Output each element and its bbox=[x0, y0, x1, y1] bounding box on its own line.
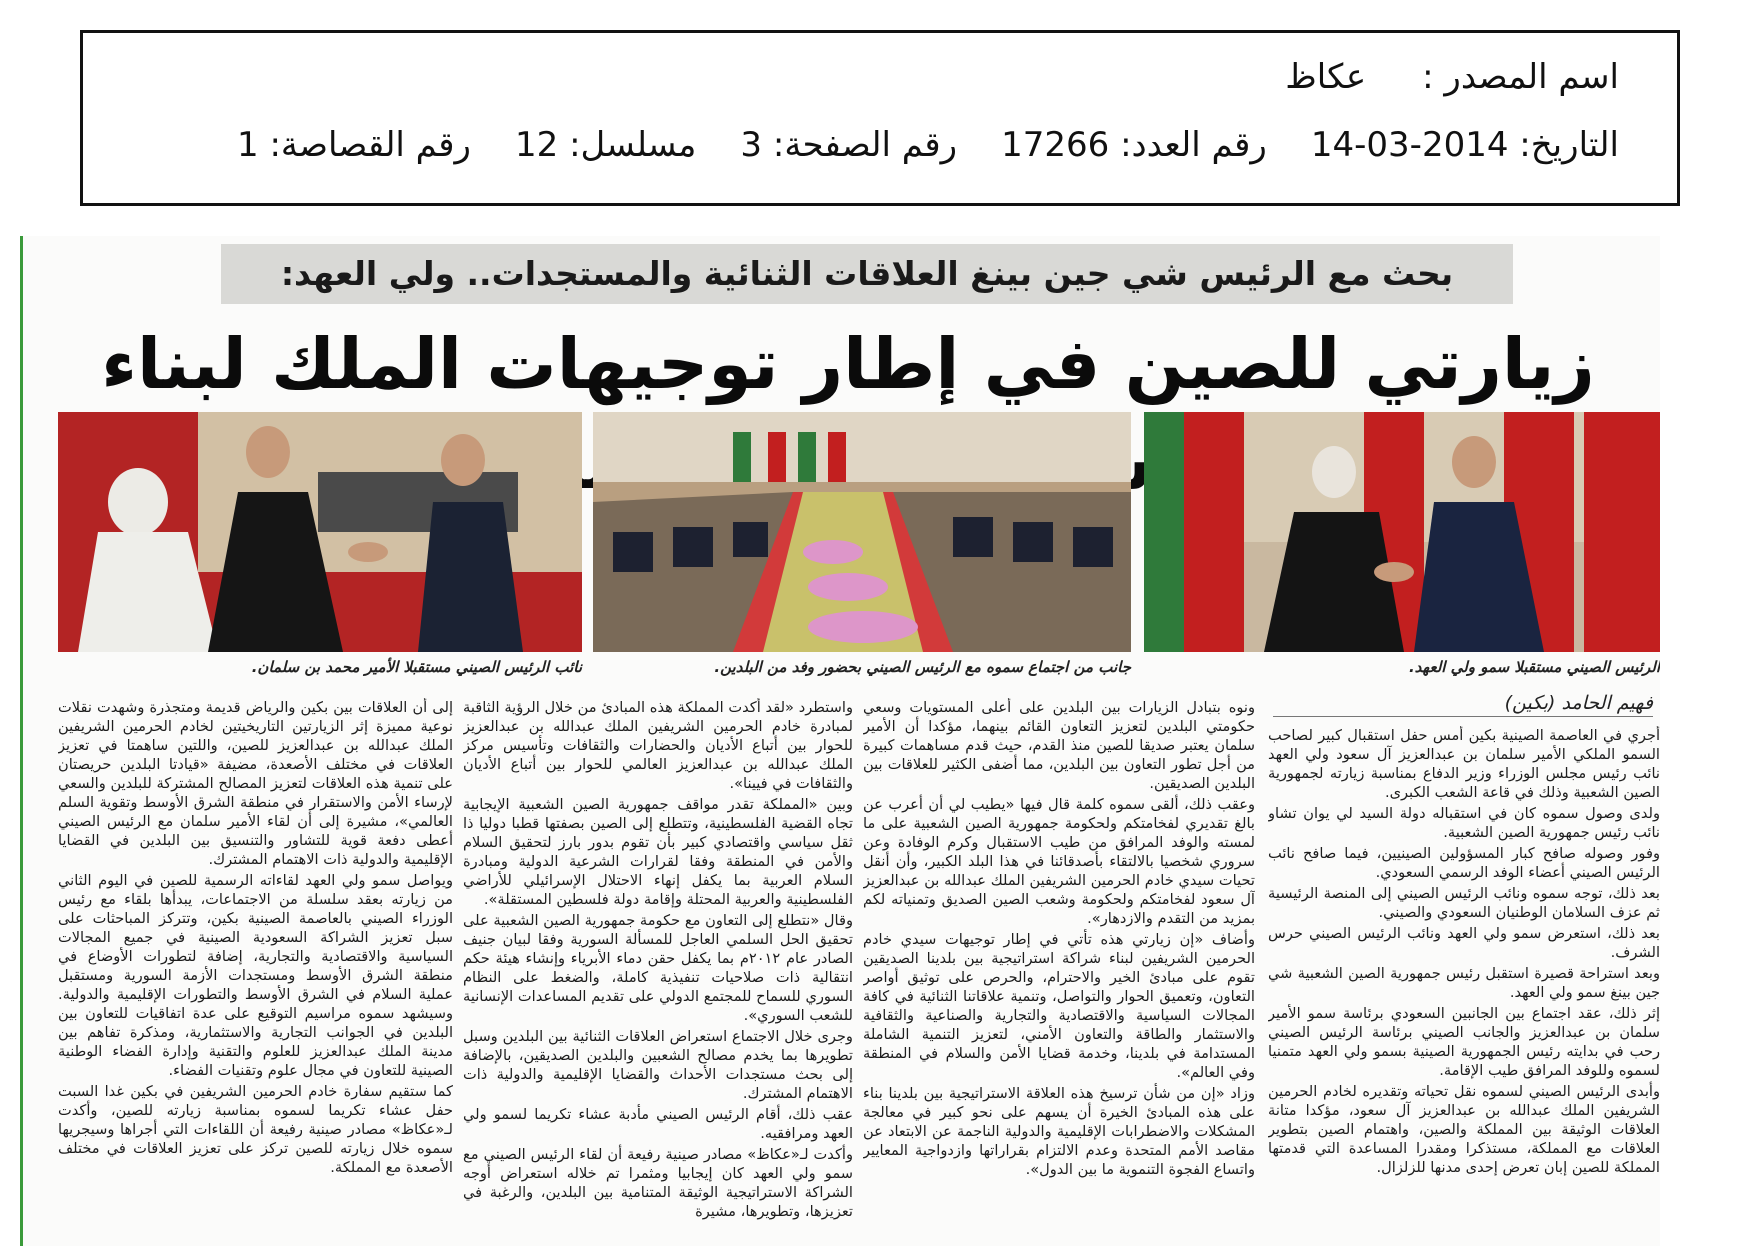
page-field bbox=[740, 125, 957, 165]
article-byline: فهيم الحامد (بكين) bbox=[1273, 692, 1653, 717]
article-column bbox=[1268, 726, 1660, 1236]
paragraph: وقال «نتطلع إلى التعاون مع حكومة جمهورية الصين الشعبية على تحقيق الحل السلمي العاجل للمسألة السورية وفقا لبيان جنيف الصادر عام ٢٠١٢م بما يكفل حقن دماء الأبرياء وإنشاء هيئة حكم انتقالية ذات صلاحيات تنفيذية كاملة، والضغط على النظام السوري للسماح للمجتمع الدولي على تقديم المساعدات الإنسانية للشعب السوري». bbox=[463, 912, 853, 1024]
date-value: 2014-03-14 bbox=[1310, 125, 1509, 165]
paragraph: وعقب ذلك، ألقى سموه كلمة قال فيها «يطيب لي أن أعرب عن بالغ تقديري لفخامتكم ولحكومة جمهورية الصين الشعبية على ما لمسته والوفد المرافق من طيب الاستقبال وكرم الوفادة وعن سروري شخصيا بالالتقاء بأصدقائنا في هذا البلد الكبير، وأن أنقل تحيات سيدي خادم الحرمين الشريفين الملك عبدالله بن عبدالعزيز آل سعود لفخامتكم ولحكومة وشعب الصين الصديق وتمنياته لكم بمزيد من التقدم والازدهار». bbox=[863, 796, 1255, 927]
paragraph: ويواصل سمو ولي العهد لقاءاته الرسمية للصين في اليوم الثاني من زيارته بعقد سلسلة من الاجتماعات، يبدأها بلقاء مع رئيس الوزراء الصيني بالعاصمة الصينية بكين، وتتركز المباحثات على سبل تعزيز الشراكة السعودية الصينية في جميع المجالات السياسية والاقتصادية والتجارية، إضافة لتطورات الأوضاع في منطقة الشرق الأوسط ومستجدات الأزمة السورية ومستقبل عملية السلام في الشرق الأوسط والتطورات الإقليمية والدولية. وسيشهد سموه مراسيم التوقيع على عدة اتفاقيات للتعاون بين البلدين في الجوانب التجارية والاستثمارية، ومذكرة تفاهم بين مدينة الملك عبدالعزيز للعلوم والتقنية وإدارة الفضاء الوطنية الصينية للتعاون في مجال علوم وتقنيات الفضاء. bbox=[58, 872, 453, 1079]
paragraph: إثر ذلك، عقد اجتماع بين الجانبين السعودي برئاسة سمو الأمير سلمان بن عبدالعزيز والجانب الصيني برئاسة الرئيس الصيني رحب في بدايته رئيس الجمهورية الصينية بسمو ولي العهد متمنيا لسموه وللوفد المرافق طيب الإقامة. bbox=[1268, 1005, 1660, 1079]
source-row bbox=[1165, 57, 1619, 97]
issue-label: رقم العدد: bbox=[1120, 125, 1267, 165]
photo-vice-president-greeting bbox=[58, 412, 582, 652]
article-column bbox=[463, 698, 853, 1238]
article-column bbox=[58, 698, 453, 1238]
paragraph: واستطرد «لقد أكدت المملكة هذه المبادئ من خلال الرؤية الثاقبة لمبادرة خادم الحرمين الشريفين الملك عبدالله بن عبدالعزيز للحوار بين أتباع الأديان والحضارات والثقافات وتأسيس مركز الملك عبدالله بن عبدالعزيز العالمي للحوار بين أتباع الأديان والثقافات في فيينا». bbox=[463, 699, 853, 792]
paragraph: إلى أن العلاقات بين بكين والرياض قديمة ومتجذرة وشهدت نقلات نوعية مميزة إثر الزيارتين التاريخيتين لخادم الحرمين الشريفين الملك عبدالله بن عبدالعزيز للصين، واللتين ساهمتا في تعزيز العلاقات في مختلف الأصعدة، مضيفة «قيادتا البلدين حريصتان على تنمية هذه العلاقات لتعزيز المصالح المشتركة للبلدين والسعي لإرساء الأمن والاستقرار في منطقة الشرق الأوسط وتقوية السلم العالمي»، مشيرة إلى أن لقاء الأمير سلمان مع الرئيس الصيني أعطى دفعة قوية للتشاور والتنسيق بين البلدين في القضايا الإقليمية والدولية ذات الاهتمام المشترك. bbox=[58, 699, 453, 868]
source-info-box bbox=[80, 30, 1680, 206]
paragraph: ونوه بتبادل الزيارات بين البلدين على أعلى المستويات وسعي حكومتي البلدين لتعزيز التعاون القائم بينهما، مؤكدا أن الأمير سلمان يعتبر صديقا للصين منذ القدم، حيث قدم مساهمات كبيرة من أجل تطور التعاون بين البلدين، مما أضفى الكثير للعلاقات بين البلدين الصديقين. bbox=[863, 699, 1255, 792]
paragraph: بعد ذلك، توجه سموه ونائب الرئيس الصيني إلى المنصة الرئيسية ثم عزف السلامان الوطنيان السعودي والصيني. bbox=[1268, 885, 1660, 921]
article-kicker: بحث مع الرئيس شي جين بينغ العلاقات الثنائية والمستجدات.. ولي العهد: bbox=[221, 244, 1513, 304]
paragraph: وأكدت لـ«عكاظ» مصادر صينية رفيعة أن لقاء الرئيس الصيني مع سمو ولي العهد كان إيجابيا ومثمرا تم خلاله استعراض أوجه الشراكة الاستراتيجية الوثيقة المتنامية بين البلدين، والرغبة في تعزيزها، وتطويرها، مشيرة bbox=[463, 1146, 853, 1220]
issue-field bbox=[1001, 125, 1267, 165]
paragraph: وبعد استراحة قصيرة استقبل رئيس جمهورية الصين الشعبية شي جين بينغ سمو ولي العهد. bbox=[1268, 965, 1660, 1001]
newspaper-clipping bbox=[20, 236, 1660, 1246]
source-label: اسم المصدر : bbox=[1422, 57, 1619, 97]
article-headline: زيارتي للصين في إطار توجيهات الملك لبناء bbox=[101, 323, 1595, 405]
serial-label: مسلسل: bbox=[569, 125, 697, 165]
paragraph: وجرى خلال الاجتماع استعراض العلاقات الثنائية بين البلدين وسبل تطويرها بما يخدم مصالح الشعبين والبلدين الصديقين، بالإضافة إلى بحث مستجدات الأحداث والقضايا الإقليمية والدولية ذات الاهتمام المشترك. bbox=[463, 1028, 853, 1102]
paragraph: عقب ذلك، أقام الرئيس الصيني مأدبة عشاء تكريما لسمو ولي العهد ومرافقيه. bbox=[463, 1106, 853, 1142]
issue-value: 17266 bbox=[1001, 125, 1110, 165]
issue-row bbox=[193, 125, 1619, 165]
clip-value: 1 bbox=[237, 125, 259, 165]
paragraph: وأضاف «إن زيارتي هذه تأتي في إطار توجيهات سيدي خادم الحرمين الشريفين لبناء شراكة استراتيجية بين بلدينا الصديقين تقوم على مبادئ الخير والاحترام، والحرص على توثيق أواصر التعاون، وتعميق الحوار والتواصل، وتنمية علاقاتنا الثنائية في كافة المجالات السياسية والاقتصادية والتجارية والصناعية والثقافية والاستثمار والطاقة والتعاون الأمني، لتعزيز التنمية الشاملة المستدامة في بلدينا، وخدمة قضايا الأمن والسلام في المنطقة وفي العالم». bbox=[863, 931, 1255, 1081]
date-field bbox=[1311, 125, 1619, 165]
paragraph: كما ستقيم سفارة خادم الحرمين الشريفين في بكين غدا السبت حفل عشاء تكريما لسموه بمناسبة زيارته للصين، وأكدت لـ«عكاظ» مصادر صينية رفيعة أن اللقاءات التي أجراها وسيجريها سموه خلال زيارته للصين تركز على تعزيز العلاقات في مختلف الأصعدة مع المملكة. bbox=[58, 1083, 453, 1176]
serial-field bbox=[515, 125, 696, 165]
photo-meeting-delegations bbox=[593, 412, 1131, 652]
paragraph: وفور وصوله صافح كبار المسؤولين الصينيين، فيما صافح نائب الرئيس الصيني أعضاء الوفد الرسمي السعودي. bbox=[1268, 845, 1660, 881]
photo-caption: الرئيس الصيني مستقبلا سمو ولي العهد. bbox=[1408, 658, 1660, 676]
page-value: 3 bbox=[740, 125, 763, 165]
clip-field bbox=[237, 125, 471, 165]
photo-handshake-president bbox=[1144, 412, 1660, 652]
paragraph: أجري في العاصمة الصينية بكين أمس حفل استقبال كبير لصاحب السمو الملكي الأمير سلمان بن عبدالعزيز آل سعود ولي العهد نائب رئيس مجلس الوزراء وزير الدفاع بمناسبة زيارته لجمهورية الصين الشعبية وذلك في قاعة الشعب الكبرى. bbox=[1268, 727, 1660, 801]
paragraph: وبين «المملكة تقدر مواقف جمهورية الصين الشعبية الإيجابية تجاه القضية الفلسطينية، وتتطلع إلى الصين بصفتها قطبا دوليا ذا ثقل سياسي واقتصادي كبير بأن تقوم بدور بارز لتحقيق السلام والأمن في المنطقة وفقا لقرارات الشرعية الدولية ومبادرة السلام العربية بما يكفل إنهاء الاحتلال الإسرائيلي للأراضي الفلسطينية والعربية المحتلة وإقامة دولة فلسطين المستقلة». bbox=[463, 796, 853, 908]
paragraph: بعد ذلك، استعرض سمو ولي العهد ونائب الرئيس الصيني حرس الشرف. bbox=[1268, 925, 1660, 961]
page-label: رقم الصفحة: bbox=[772, 125, 958, 165]
article-column bbox=[863, 698, 1255, 1238]
date-label: التاريخ: bbox=[1519, 125, 1619, 165]
clip-label: رقم القصاصة: bbox=[269, 125, 471, 165]
paragraph: وزاد «إن من شأن ترسيخ هذه العلاقة الاستراتيجية بين بلدينا بناء على هذه المبادئ الخيرة أن يسهم على نحو كبير في معالجة المشكلات والاضطرابات الإقليمية والدولية الناجمة عن الابتعاد عن مقاصد الأمم المتحدة وعدم الالتزام بقراراتها وازدواجية المعايير واتساع الفجوة التنموية ما بين الدول». bbox=[863, 1085, 1255, 1178]
paragraph: وأبدى الرئيس الصيني لسموه نقل تحياته وتقديره لخادم الحرمين الشريفين الملك عبدالله بن عبدالعزيز آل سعود، مؤكدا متانة العلاقات الوثيقة بين المملكة والصين، واهتمام الصين بتطوير العلاقات مع المملكة، مستذكرا ومقدرا المساعدة التي قدمتها المملكة للصين إبان تعرض إحدى مدنها للزلزال. bbox=[1268, 1083, 1660, 1176]
paragraph: ولدى وصول سموه كان في استقباله دولة السيد لي يوان تشاو نائب رئيس جمهورية الصين الشعبية. bbox=[1268, 805, 1660, 841]
serial-value: 12 bbox=[514, 125, 559, 165]
source-value: عكاظ bbox=[1285, 57, 1367, 97]
photo-caption: جانب من اجتماع سموه مع الرئيس الصيني بحضور وفد من البلدين. bbox=[714, 658, 1131, 676]
photo-caption: نائب الرئيس الصيني مستقبلا الأمير محمد بن سلمان. bbox=[251, 658, 582, 676]
